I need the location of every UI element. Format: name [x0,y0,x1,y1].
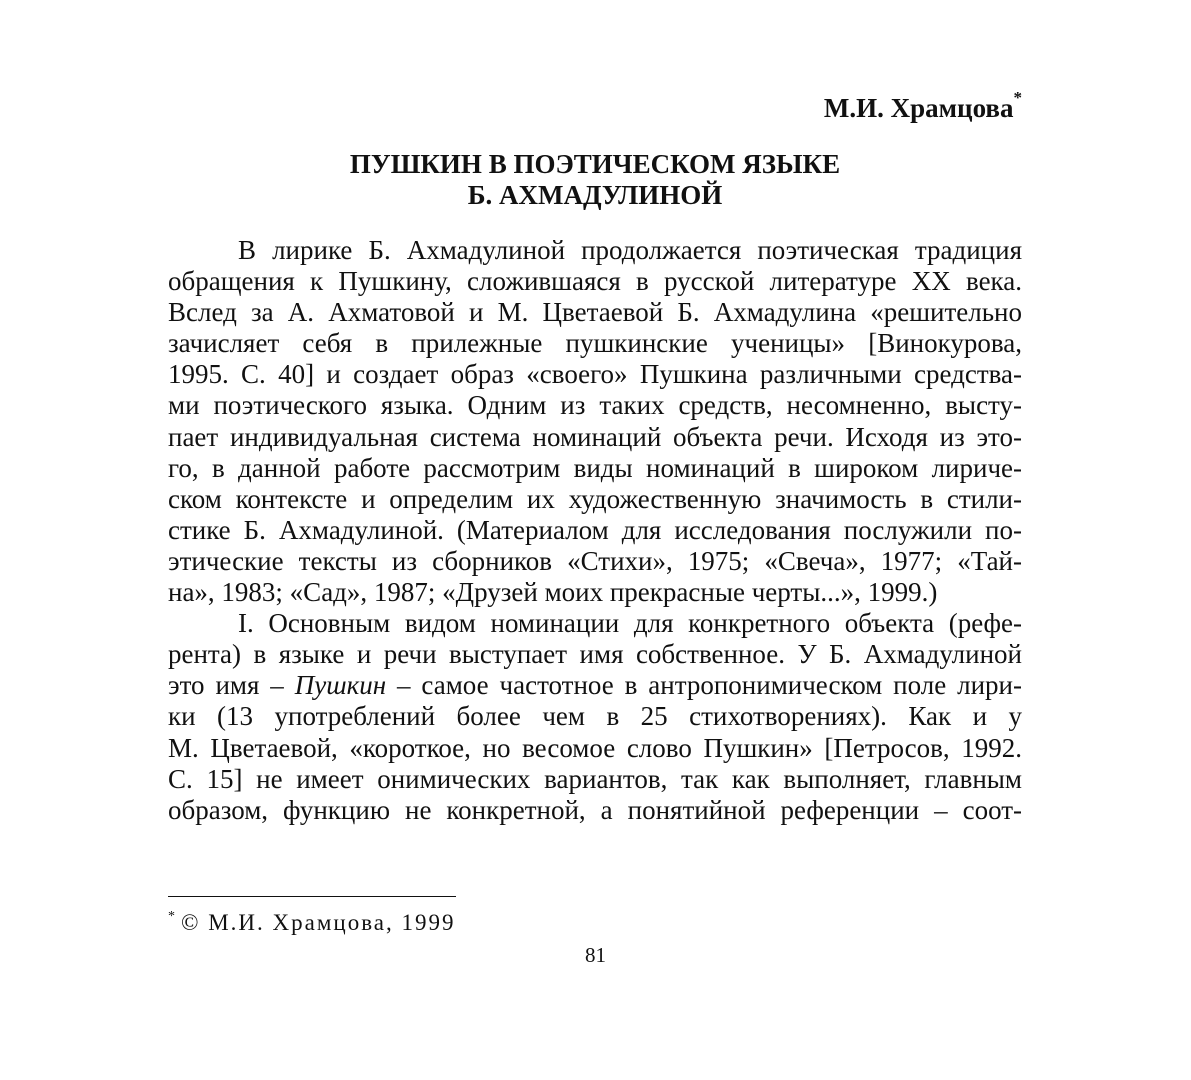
italic-name-pushkin: Пушкин [294,670,387,701]
text-line-with-italic [168,670,1022,701]
text-line: Вслед за А. Ахматовой и М. Цветаевой Б. Ахмадулина «решительно [168,297,1022,328]
footnote [168,908,455,938]
text-line: I. Основным видом номинации для конкретного объекта (рефе- [238,608,1022,639]
footnote-text: © М.И. Храмцова, 1999 [181,910,456,935]
author-name: М.И. Храмцова [823,93,1014,123]
text-line: рента) в языке и речи выступает имя собственное. У Б. Ахмадулиной [168,639,1022,670]
text-line: го, в данной работе рассмотрим виды номинаций в широком лириче- [168,452,1022,483]
text-segment: – самое частотное в антропонимическом поле лири- [386,670,1022,701]
text-line: ском контексте и определим их художественную значимость в стили- [168,483,1022,514]
text-line: В лирике Б. Ахмадулиной продолжается поэтическая традиция [238,235,1022,265]
page-content [168,90,1022,826]
text-line: ми поэтического языка. Одним из таких средств, несомненно, высту- [168,390,1022,421]
text-line: ки (13 употреблений более чем в 25 стихотворениях). Как и у [168,701,1022,732]
text-line: этические тексты из сборников «Стихи», 1975; «Свеча», 1977; «Тай- [168,545,1022,576]
title-line-2: Б. АХМАДУЛИНОЙ [467,180,723,210]
text-line: С. 15] не имеет онимических вариантов, так как выполняет, главным [168,763,1022,794]
paragraph-2 [168,608,1022,826]
article-body [168,235,1022,826]
text-line: 1995. С. 40] и создает образ «своего» Пушкина различными средства- [168,359,1022,390]
text-line: зачисляет себя в прилежные пушкинские ученицы» [Винокурова, [168,328,1022,359]
text-segment: это имя – [168,670,295,701]
text-line: на», 1983; «Сад», 1987; «Друзей моих прекрасные черты...», 1999.) [168,577,938,608]
page-number: 81 [585,943,606,967]
footnote-divider [168,896,456,897]
title-line-1: ПУШКИН В ПОЭТИЧЕСКОМ ЯЗЫКЕ [349,149,841,179]
article-title [168,149,1022,211]
text-line: стике Б. Ахмадулиной. (Материалом для исследования послужили по- [168,514,1022,545]
author-line [168,90,1022,126]
text-line: пает индивидуальная система номинаций объекта речи. Исходя из это- [168,421,1022,452]
paragraph-1 [168,235,1022,608]
text-line: обращения к Пушкину, сложившаяся в русской литературе XX века. [168,266,1022,297]
text-line: М. Цветаевой, «короткое, но весомое слово Пушкин» [Петросов, 1992. [168,732,1022,763]
text-line: образом, функцию не конкретной, а понятийной референции – соот- [168,794,1022,825]
author-footnote-mark: * [1013,88,1022,107]
footnote-mark: * [168,909,175,924]
